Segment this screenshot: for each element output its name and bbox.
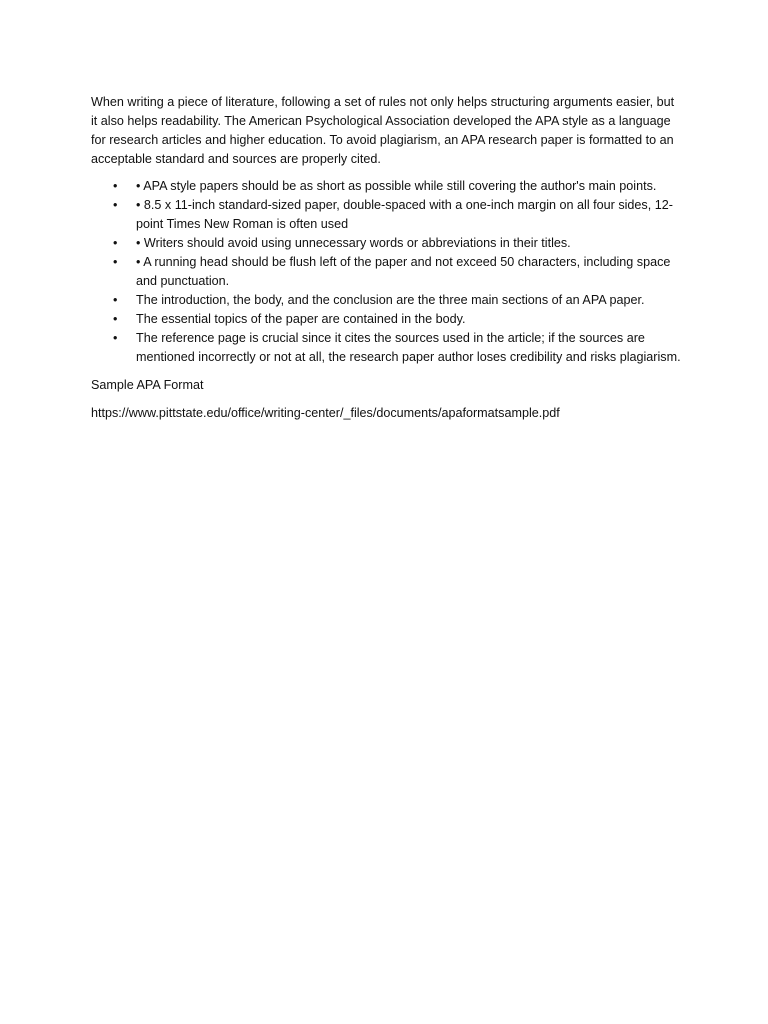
bullet-icon: • <box>113 179 118 193</box>
list-item-text: • Writers should avoid using unnecessary words or abbreviations in their titles. <box>136 236 571 250</box>
list-item-text: The reference page is crucial since it cites the sources used in the article; if the sources are mentioned incorrectly or not at all, the research paper author loses credibility and risks plagiarism. <box>136 331 681 364</box>
bullet-icon: • <box>113 312 118 326</box>
list-item-text: • 8.5 x 11-inch standard-sized paper, double-spaced with a one-inch margin on all four sides, 12-point Times New Roman is often used <box>136 198 673 231</box>
bullet-list <box>91 177 681 367</box>
bullet-icon: • <box>113 236 118 250</box>
list-item <box>91 177 681 196</box>
list-item-text: The introduction, the body, and the conclusion are the three main sections of an APA paper. <box>136 293 645 307</box>
bullet-icon: • <box>113 293 118 307</box>
list-item <box>91 234 681 253</box>
intro-paragraph: When writing a piece of literature, following a set of rules not only helps structuring arguments easier, but it also helps readability. The American Psychological Association developed the APA style as a language for research articles and higher education. To avoid plagiarism, an APA research paper is formatted to an acceptable standard and sources are properly cited. <box>91 95 675 166</box>
list-item-text: • A running head should be flush left of the paper and not exceed 50 characters, including space and punctuation. <box>136 255 671 288</box>
list-item-text: The essential topics of the paper are contained in the body. <box>136 312 466 326</box>
list-item <box>91 329 681 367</box>
bullet-icon: • <box>113 331 118 345</box>
list-item <box>91 310 681 329</box>
list-item <box>91 196 681 234</box>
bullet-icon: • <box>113 198 118 212</box>
sample-url-link[interactable]: https://www.pittstate.edu/office/writing-center/_files/documents/apaformatsample.pdf <box>91 406 560 420</box>
bullet-icon: • <box>113 255 118 269</box>
list-item <box>91 253 681 291</box>
document-body <box>91 93 681 423</box>
sample-heading: Sample APA Format <box>91 378 204 392</box>
list-item-text: • APA style papers should be as short as possible while still covering the author's main points. <box>136 179 657 193</box>
list-item <box>91 291 681 310</box>
